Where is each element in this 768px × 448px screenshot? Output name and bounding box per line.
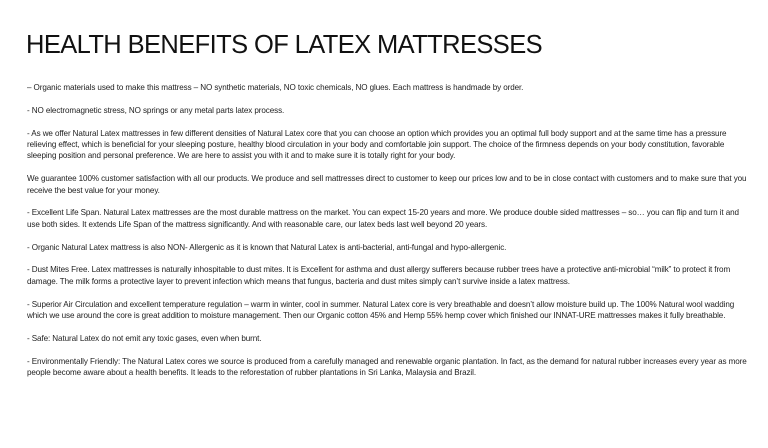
paragraph-life-span: - Excellent Life Span. Natural Latex mattresses are the most durable mattress on the market. You can expect 15-20 years and more. We produce double sided mattresses – so… you can flip and turn it and use both sides. It extends Life Span of the mattress significantly. And with reasonable care, our latex beds last well beyond 20 years. [27, 208, 739, 229]
paragraph-dust-mites: - Dust Mites Free. Latex mattresses is naturally inhospitable to dust mites. It is Excellent for asthma and dust allergy sufferers because rubber trees have a protective anti-microbial “milk” to protect it from damage. The milk forms a protective layer to prevent infection which means that fungus, bacteria and dust mites simply can’t survive inside a latex mattress. [27, 265, 731, 286]
paragraph-guarantee: We guarantee 100% customer satisfaction with all our products. We produce and sell mattresses direct to customer to keep our prices low and to be in close contact with customers and to make sure that you receive the best value for your money. [27, 174, 747, 195]
slide-body [27, 82, 753, 378]
paragraph-safe: - Safe: Natural Latex do not emit any toxic gases, even when burnt. [27, 333, 262, 343]
paragraph-environment: - Environmentally Friendly: The Natural Latex cores we source is produced from a carefully managed and renewable organic plantation. In fact, as the demand for natural rubber increases every year as more people become aware about a health benefits. It leads to the reforestation of rubber plantations in Sri Lanka, Malaysia and Brazil. [27, 356, 747, 378]
paragraph-no-electromagnetic: - NO electromagnetic stress, NO springs or any metal parts latex process. [27, 105, 285, 115]
paragraph-non-allergenic: - Organic Natural Latex mattress is also NON- Allergenic as it is known that Natural Latex is anti-bacterial, anti-fungal and hypo-allergenic. [27, 242, 507, 252]
paragraph-densities: - As we offer Natural Latex mattresses in few different densities of Natural Latex core that you can choose an option which provides you an optimal full body support and at the same time has a pressure relieving effect, which is beneficial for your sleeping posture, healthy blood circulation in your body and comfortable join support. The choice of the firmness depends on your body constitution, favorable sleeping position and personal preference. We are here to assist you with it and to make sure it is totally right for your body. [27, 128, 727, 161]
paragraph-organic-materials: – Organic materials used to make this mattress – NO synthetic materials, NO toxic chemicals, NO glues. Each mattress is handmade by order. [27, 83, 524, 92]
paragraph-air-circulation: - Superior Air Circulation and excellent temperature regulation – warm in winter, cool in summer. Natural Latex core is very breathable and doesn’t allow moisture build up. The 100% Natural wool wadding which we use around the core is great addition to moisture management. Then our Organic cotton 45% and Hemp 55% hemp cover which finished our INNAT-URE mattresses makes it fully breathable. [27, 299, 735, 321]
slide-title: HEALTH BENEFITS OF LATEX MATTRESSES [26, 31, 543, 59]
